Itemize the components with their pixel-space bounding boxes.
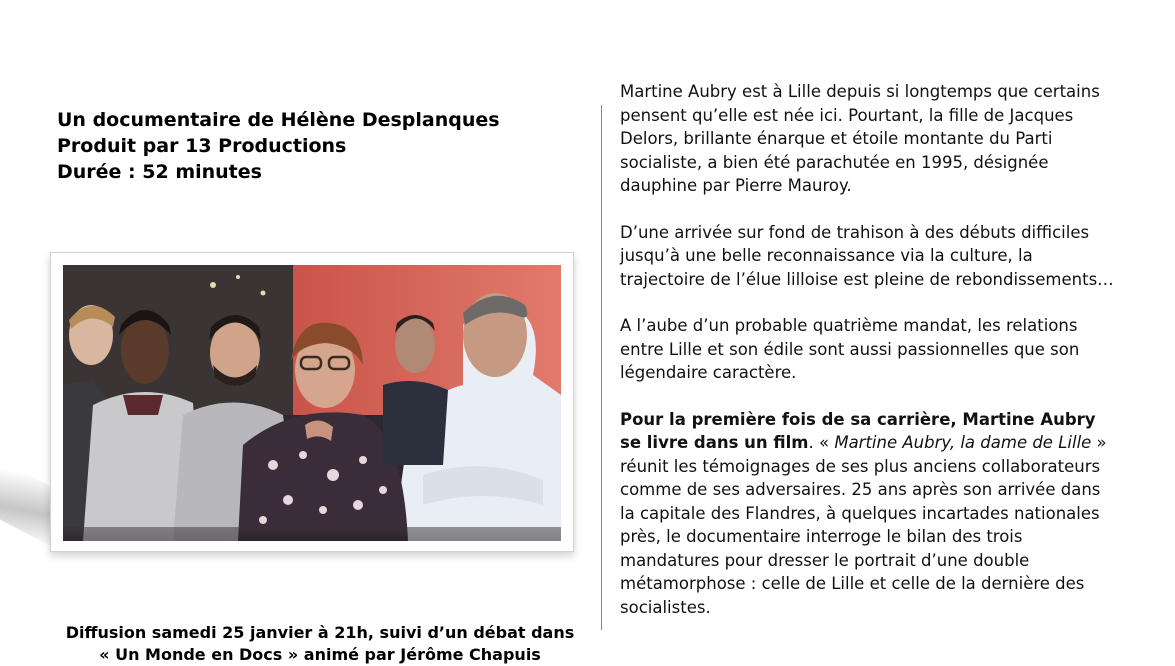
synopsis xyxy=(620,80,1120,642)
synopsis-paragraph-1: Martine Aubry est à Lille depuis si longtemps que certains pensent qu’elle est née ici. Pourtant, la fille de Jacques Delors, brillante énarque et étoile montante du Parti socialiste, a bien été parachutée en 1995, désignée dauphine par Pierre Mauroy. xyxy=(620,82,1100,195)
documentary-credits xyxy=(57,107,577,185)
synopsis-punctuation: . « xyxy=(808,433,835,452)
broadcast-line-2: « Un Monde en Docs » animé par Jérôme Chapuis xyxy=(99,645,541,664)
group-photo-illustration xyxy=(63,265,561,541)
producer-credit: Produit par 13 Productions xyxy=(57,135,347,157)
synopsis-paragraph-3: A l’aube d’un probable quatrième mandat, les relations entre Lille et son édile sont aussi passionnelles que son légendaire caractère. xyxy=(620,316,1080,382)
column-divider xyxy=(601,105,602,630)
synopsis-paragraph-4 xyxy=(620,408,1120,620)
documentary-photo xyxy=(63,265,561,541)
synopsis-paragraph-2: D’une arrivée sur fond de trahison à des débuts difficiles jusqu’à une belle reconnaissance via la culture, la trajectoire de l’élue lilloise est pleine de rebondissements… xyxy=(620,222,1114,289)
synopsis-highlight: Pour la première fois de sa carrière, Martine Aubry se livre dans un film xyxy=(620,409,1096,452)
documentary-photo-frame xyxy=(50,252,574,552)
film-title: Martine Aubry, la dame de Lille xyxy=(834,433,1092,452)
director-credit: Un documentaire de Hélène Desplanques xyxy=(57,109,500,131)
broadcast-line-1: Diffusion samedi 25 janvier à 21h, suivi d’un débat dans xyxy=(65,623,575,642)
duration-credit: Durée : 52 minutes xyxy=(57,161,262,183)
broadcast-info xyxy=(40,622,600,666)
synopsis-rest: » réunit les témoignages de ses plus anciens collaborateurs comme de ses adversaires. 25 ans après son arrivée dans la capitale des Flandres, à quelques incartades nationales près, le documentaire interroge le bilan des trois mandatures pour dresser le portrait d’une double métamorphose : celle de Lille et celle de la dernière des socialistes. xyxy=(620,433,1107,617)
